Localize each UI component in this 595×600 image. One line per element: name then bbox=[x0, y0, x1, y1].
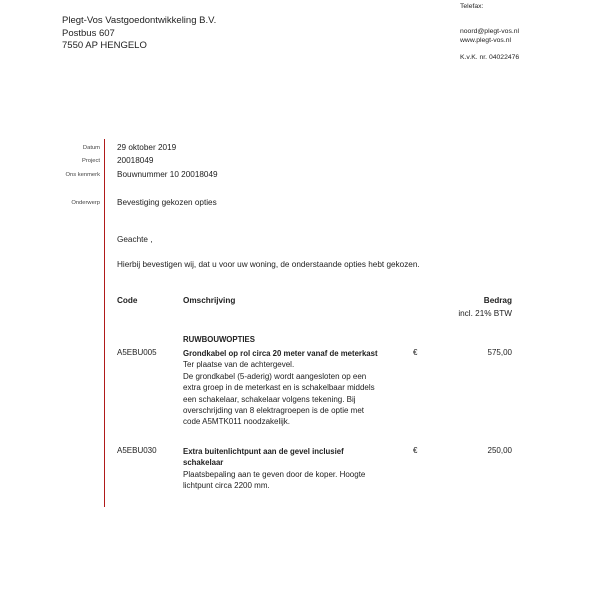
item-amount: 575,00 bbox=[487, 348, 512, 357]
project-label: Project bbox=[81, 158, 100, 164]
contact-email[interactable]: noord@plegt-vos.nl bbox=[460, 28, 520, 36]
contact-block bbox=[460, 0, 530, 63]
item-desc-line: code A5MTK011 noodzakelijk. bbox=[183, 417, 291, 427]
header-btw: incl. 21% BTW bbox=[458, 309, 512, 318]
kenmerk-value: Bouwnummer 10 20018049 bbox=[117, 170, 218, 179]
item-description bbox=[183, 446, 408, 492]
intro-text: Hierbij bevestigen wij, dat u voor uw woning, de onderstaande opties hebt gekozen. bbox=[117, 260, 420, 269]
item-amount: 250,00 bbox=[487, 446, 512, 455]
item-code: A5EBU005 bbox=[117, 348, 157, 357]
sender-name: Plegt-Vos Vastgoedontwikkeling B.V. bbox=[62, 15, 217, 26]
header-code: Code bbox=[117, 296, 138, 305]
item-desc-line: een schakelaar, schakelaar volgens tekening. Bij bbox=[183, 394, 356, 404]
item-desc-line: Plaatsbepaling aan te geven door de koper. Hoogte bbox=[183, 469, 366, 479]
margin-line bbox=[104, 139, 105, 507]
project-value: 20018049 bbox=[117, 156, 154, 165]
item-desc-line: extra groep in de meterkast en is schakelbaar middels bbox=[183, 383, 375, 393]
contact-kvk: K.v.K. nr. 04022476 bbox=[460, 54, 520, 62]
onderwerp-label: Onderwerp bbox=[71, 200, 100, 206]
contact-telefax: Telefax: bbox=[460, 2, 484, 10]
item-title: schakelaar bbox=[183, 458, 224, 468]
salutation: Geachte , bbox=[117, 235, 153, 244]
item-desc-line: lichtpunt circa 2200 mm. bbox=[183, 481, 270, 491]
section-title: RUWBOUWOPTIES bbox=[183, 335, 255, 344]
item-description bbox=[183, 348, 408, 428]
contact-website[interactable]: www.plegt-vos.nl bbox=[460, 36, 511, 44]
header-bedrag: Bedrag bbox=[483, 296, 512, 305]
sender-postbus: Postbus 607 bbox=[62, 27, 115, 39]
item-title: Extra buitenlichtpunt aan de gevel inclusief bbox=[183, 447, 344, 456]
onderwerp-value: Bevestiging gekozen opties bbox=[117, 198, 217, 207]
item-code: A5EBU030 bbox=[117, 446, 157, 455]
item-desc-line: Ter plaatse van de achtergevel. bbox=[183, 360, 295, 370]
item-desc-line: overschrijding van 8 elektragroepen is de optie met bbox=[183, 406, 364, 416]
item-desc-line: De grondkabel (5-aderig) wordt aangesloten op een bbox=[183, 371, 367, 381]
sender-city: 7550 AP HENGELO bbox=[62, 40, 147, 51]
datum-value: 29 oktober 2019 bbox=[117, 143, 177, 152]
kenmerk-label: Ons kenmerk bbox=[65, 172, 100, 178]
datum-label: Datum bbox=[82, 145, 100, 151]
item-currency: € bbox=[413, 348, 418, 357]
item-currency: € bbox=[413, 446, 418, 455]
sender-address bbox=[62, 15, 216, 53]
item-title: Grondkabel op rol circa 20 meter vanaf de meterkast bbox=[183, 349, 378, 358]
header-omschrijving: Omschrijving bbox=[183, 296, 236, 305]
